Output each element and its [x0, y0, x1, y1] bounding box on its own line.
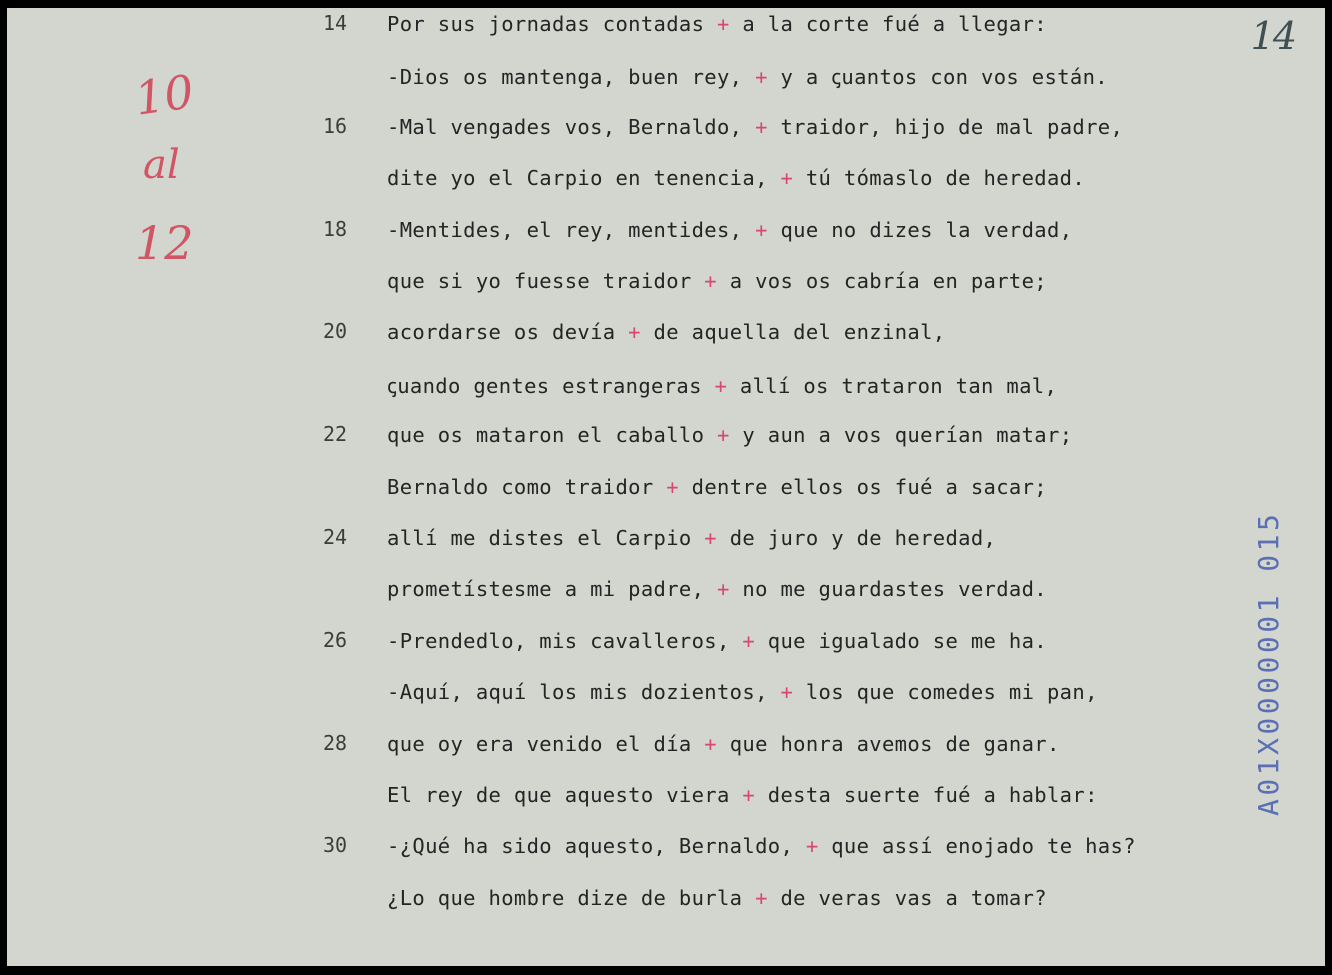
- first-hemistich: -Aquí, aquí los mis dozientos,: [387, 680, 768, 704]
- caesura-cross-icon: +: [742, 886, 781, 910]
- second-hemistich: a vos os cabría en parte;: [729, 269, 1047, 293]
- margin-note-from: 10: [131, 64, 198, 126]
- first-hemistich: -Mentides, el rey, mentides,: [387, 218, 743, 242]
- caesura-cross-icon: +: [704, 423, 743, 447]
- verse-line: [387, 577, 1047, 601]
- caesura-cross-icon: +: [729, 629, 768, 653]
- caesura-cross-icon: +: [767, 166, 806, 190]
- caesura-cross-icon: +: [742, 65, 781, 89]
- verse-line: [387, 423, 1072, 447]
- archive-stamp: A01X0000001 015: [1252, 510, 1285, 816]
- first-hemistich: -¿Qué ha sido aquesto, Bernaldo,: [387, 834, 794, 858]
- first-hemistich: allí me distes el Carpio: [387, 526, 692, 550]
- second-hemistich: tú tómaslo de heredad.: [805, 166, 1086, 190]
- caesura-cross-icon: +: [729, 783, 768, 807]
- first-hemistich: -Mal vengades vos, Bernaldo,: [387, 115, 743, 139]
- first-hemistich: acordarse os devía: [387, 320, 616, 344]
- caesura-cross-icon: +: [742, 115, 781, 139]
- second-hemistich: desta suerte fué a hablar:: [767, 783, 1098, 807]
- caesura-cross-icon: +: [704, 12, 743, 36]
- second-hemistich: y aun a vos querían matar;: [742, 423, 1073, 447]
- first-hemistich: Bernaldo como traidor: [387, 475, 654, 499]
- first-hemistich: que oy era venido el día: [387, 732, 692, 756]
- manuscript-page: [7, 8, 1325, 966]
- second-hemistich: no me guardastes verdad.: [742, 577, 1047, 601]
- first-hemistich: Por sus jornadas contadas: [387, 12, 705, 36]
- first-hemistich: prometístesme a mi padre,: [387, 577, 705, 601]
- verse-line: [387, 218, 1072, 242]
- first-hemistich: que os mataron el caballo: [387, 423, 705, 447]
- second-hemistich: allí os trataron tan mal,: [739, 374, 1058, 398]
- caesura-cross-icon: +: [691, 269, 730, 293]
- first-hemistich: ꞔuando gentes estrangeras: [387, 374, 702, 398]
- verse-number: 20: [323, 319, 348, 343]
- second-hemistich: los que comedes mi pan,: [805, 680, 1098, 704]
- verse-line: [387, 115, 1123, 139]
- caesura-cross-icon: +: [704, 577, 743, 601]
- second-hemistich: y a ꞔuantos con vos están.: [780, 65, 1108, 89]
- verse-number: 14: [323, 11, 348, 35]
- verse-line: [387, 63, 1108, 91]
- caesura-cross-icon: +: [653, 475, 692, 499]
- verse-line: [387, 475, 1047, 499]
- caesura-cross-icon: +: [615, 320, 654, 344]
- second-hemistich: que no dizes la verdad,: [780, 218, 1073, 242]
- margin-note-al: al: [143, 142, 180, 188]
- verse-number: 18: [323, 217, 348, 241]
- second-hemistich: de juro y de heredad,: [729, 526, 997, 550]
- verse-line: [387, 629, 1047, 653]
- verse-number: 28: [323, 731, 348, 755]
- page-number-mark: 14: [1250, 14, 1295, 58]
- second-hemistich: a la corte fué a llegar:: [742, 12, 1047, 36]
- verse-line: [387, 12, 1047, 36]
- second-hemistich: de aquella del enzinal,: [653, 320, 946, 344]
- second-hemistich: de veras vas a tomar?: [780, 886, 1048, 910]
- verse-line: [387, 732, 1060, 756]
- caesura-cross-icon: +: [793, 834, 832, 858]
- caesura-cross-icon: +: [701, 374, 740, 398]
- verse-number: 24: [323, 525, 348, 549]
- caesura-cross-icon: +: [691, 526, 730, 550]
- first-hemistich: -Dios os mantenga, buen rey,: [387, 65, 743, 89]
- second-hemistich: que honra avemos de ganar.: [729, 732, 1060, 756]
- verse-line: [387, 372, 1057, 400]
- verse-line: [387, 886, 1047, 910]
- margin-note-to: 12: [135, 216, 194, 270]
- verse-number: 26: [323, 628, 348, 652]
- verse-line: [387, 320, 945, 344]
- verse-line: [387, 834, 1136, 858]
- second-hemistich: que igualado se me ha.: [767, 629, 1047, 653]
- verse-line: [387, 680, 1098, 704]
- first-hemistich: ¿Lo que hombre dize de burla: [387, 886, 743, 910]
- caesura-cross-icon: +: [767, 680, 806, 704]
- second-hemistich: traidor, hijo de mal padre,: [780, 115, 1124, 139]
- second-hemistich: que assí enojado te has?: [831, 834, 1136, 858]
- verse-line: [387, 166, 1085, 190]
- verse-number: 16: [323, 114, 348, 138]
- verse-line: [387, 269, 1047, 293]
- first-hemistich: -Prendedlo, mis cavalleros,: [387, 629, 730, 653]
- first-hemistich: que si yo fuesse traidor: [387, 269, 692, 293]
- first-hemistich: dite yo el Carpio en tenencia,: [387, 166, 768, 190]
- verse-line: [387, 783, 1098, 807]
- first-hemistich: El rey de que aquesto viera: [387, 783, 730, 807]
- caesura-cross-icon: +: [691, 732, 730, 756]
- second-hemistich: dentre ellos os fué a sacar;: [691, 475, 1048, 499]
- verse-number: 22: [323, 422, 348, 446]
- verse-number: 30: [323, 833, 348, 857]
- verse-line: [387, 526, 996, 550]
- caesura-cross-icon: +: [742, 218, 781, 242]
